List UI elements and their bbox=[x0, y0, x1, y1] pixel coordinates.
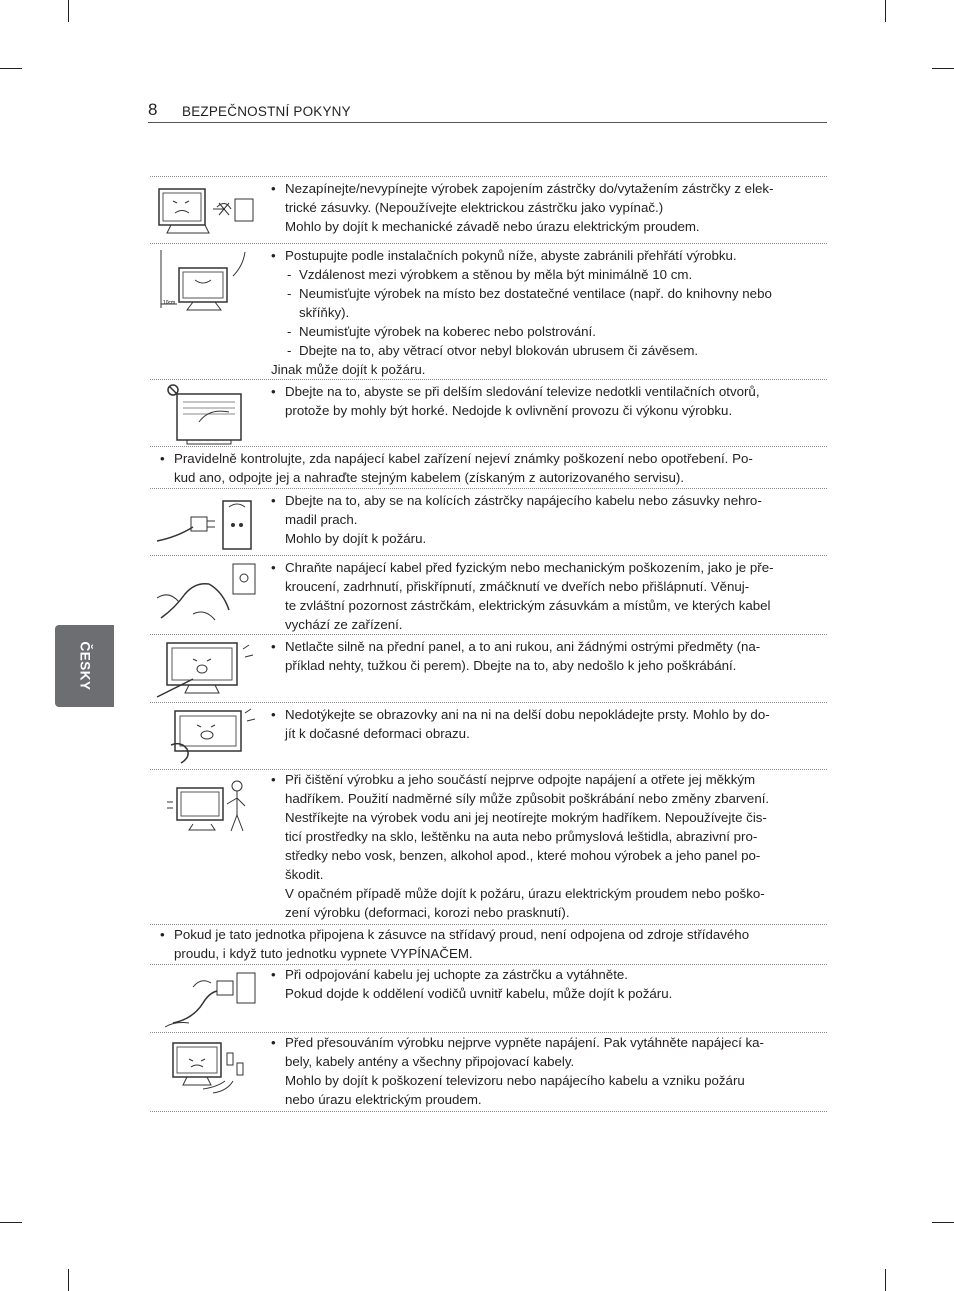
page-number: 8 bbox=[148, 100, 158, 119]
bullet-text: • Nezapínejte/nevypínejte výrobek zapojením zástrčky do/vytažením zástrčky z elek- trické zásuvky. (Nepoužívejte elektrickou zástrčku jako vypínač.) Mohlo by dojít k mechanické závadě nebo úrazu elektrickým proudem. bbox=[271, 179, 817, 236]
safety-item bbox=[150, 488, 827, 556]
safety-item bbox=[150, 702, 827, 770]
tv-unplug-illustration bbox=[153, 179, 263, 239]
safety-item bbox=[150, 964, 827, 1033]
bullet-text: • Postupujte podle instalačních pokynů níže, abyste zabránili přehřátí výrobku. bbox=[271, 246, 817, 265]
bullet-text: • Dbejte na to, abyste se při delším sledování televize nedotkli ventilačních otvorů, protože by mohly být horké. Nedojde k ovlivnění provozu či výkonu výrobku. bbox=[271, 382, 817, 420]
dusty-plug-illustration bbox=[153, 491, 263, 553]
tv-cleaning-illustration bbox=[153, 772, 263, 842]
page-header bbox=[148, 100, 827, 123]
safety-item bbox=[150, 769, 827, 925]
crop-mark bbox=[885, 0, 886, 22]
bullet-text: • Dbejte na to, aby se na kolících zástrčky napájecího kabelu nebo zásuvky nehro- madil prach. Mohlo by dojít k požáru. bbox=[271, 491, 817, 548]
tv-finger-press-illustration bbox=[153, 705, 263, 769]
section-title: BEZPEČNOSTNÍ POKYNY bbox=[182, 104, 351, 119]
bullet-text: • Netlačte silně na přední panel, a to ani rukou, ani žádnými ostrými předměty (na- příklad nehty, tužkou či perem). Dbejte na to, aby nedošlo k jeho poškrábání. bbox=[271, 637, 817, 675]
safety-item bbox=[150, 176, 827, 244]
safety-item bbox=[150, 555, 827, 635]
bullet-text: • Chraňte napájecí kabel před fyzickým nebo mechanickým poškozením, jako je pře- kroucení, zadrhnutí, přiskřípnutí, zmáčknutí ve dveřích nebo přišlápnutí. Věnuj- te zvláštní pozornost zástrčkám, elektrickým zásuvkám a místům, ve kterých kabel vychází ze zařízení. bbox=[271, 558, 817, 634]
pull-plug-illustration bbox=[153, 967, 263, 1031]
tv-vent-no-touch-illustration bbox=[153, 382, 263, 446]
tv-scratch-illustration bbox=[153, 637, 263, 701]
dash-item: - Vzdálenost mezi výrobkem a stěnou by měla být minimálně 10 cm. bbox=[271, 265, 817, 284]
bullet-text: • Před přesouváním výrobku nejprve vypněte napájení. Pak vytáhněte napájecí ka- bely, kabely antény a všechny připojovací kabely. Mohlo by dojít k poškození televizoru nebo napájecího kabelu a vzniku požáru nebo úrazu elektrickým proudem. bbox=[271, 1033, 817, 1109]
crop-mark bbox=[932, 68, 954, 69]
safety-item bbox=[150, 379, 827, 447]
bullet-text: • Pravidelně kontrolujte, zda napájecí kabel zařízení nejeví známky poškození nebo opotřebení. Po- kud ano, odpojte jej a nahraďte stejným kabelem (získaným z autorizovaného servisu). bbox=[160, 449, 817, 487]
dash-item: - Neumisťujte výrobek na místo bez dostatečné ventilace (např. do knihovny nebo skříňky). bbox=[271, 284, 817, 322]
distance-label: 10cm bbox=[163, 300, 176, 306]
bullet-text: • Při odpojování kabelu jej uchopte za zástrčku a vytáhněte. Pokud dojde k oddělení vodičů uvnitř kabelu, může dojít k požáru. bbox=[271, 965, 817, 1003]
crop-mark bbox=[0, 68, 22, 69]
bullet-text: • Nedotýkejte se obrazovky ani na ni na delší dobu nepokládejte prsty. Mohlo by do- jít k dočasné deformaci obrazu. bbox=[271, 705, 817, 743]
crop-mark bbox=[885, 1269, 886, 1291]
note-text: Jinak může dojít k požáru. bbox=[271, 362, 426, 377]
safety-item bbox=[150, 924, 827, 965]
crop-mark bbox=[68, 0, 69, 22]
crop-mark bbox=[0, 1222, 22, 1223]
safety-item bbox=[150, 446, 827, 489]
dash-item: - Neumisťujte výrobek na koberec nebo polstrování. bbox=[271, 322, 817, 341]
bullet-text: • Pokud je tato jednotka připojena k zásuvce na střídavý proud, není odpojena od zdroje střídavého proudu, i když tuto jednotku vypnete VYPÍNAČEM. bbox=[160, 925, 817, 963]
safety-item bbox=[150, 634, 827, 703]
bullet-text: • Při čištění výrobku a jeho součástí nejprve odpojte napájení a otřete jej měkkým hadříkem. Použití nadměrné síly může způsobit poškrábání nebo změny zbarvení. Nestříkejte na výrobek vodu ani jej neotírejte mokrým hadříkem. Nepoužívejte čis- ticí prostředky na sklo, leštěnku na auta nebo průmyslová leštidla, abrazivní pro- středky nebo vosk, benzen, alkohol apod., které mohou výrobek a jeho panel po- škodit. V opačném případě může dojít k požáru, úrazu elektrickým proudem nebo poško- zení výrobku (deformaci, korozi nebo prasknutí). bbox=[271, 770, 817, 922]
language-tab-label: ČESKY bbox=[77, 641, 92, 691]
dash-item: - Dbejte na to, aby větrací otvor nebyl blokován ubrusem či závěsem. bbox=[271, 341, 817, 360]
language-tab bbox=[55, 625, 114, 707]
crop-mark bbox=[68, 1269, 69, 1291]
cable-damage-illustration bbox=[153, 558, 263, 630]
safety-item bbox=[150, 1032, 827, 1112]
tv-wall-distance-illustration bbox=[153, 246, 263, 316]
tv-move-unplug-illustration bbox=[153, 1035, 263, 1099]
crop-mark bbox=[932, 1222, 954, 1223]
safety-item bbox=[150, 243, 827, 380]
